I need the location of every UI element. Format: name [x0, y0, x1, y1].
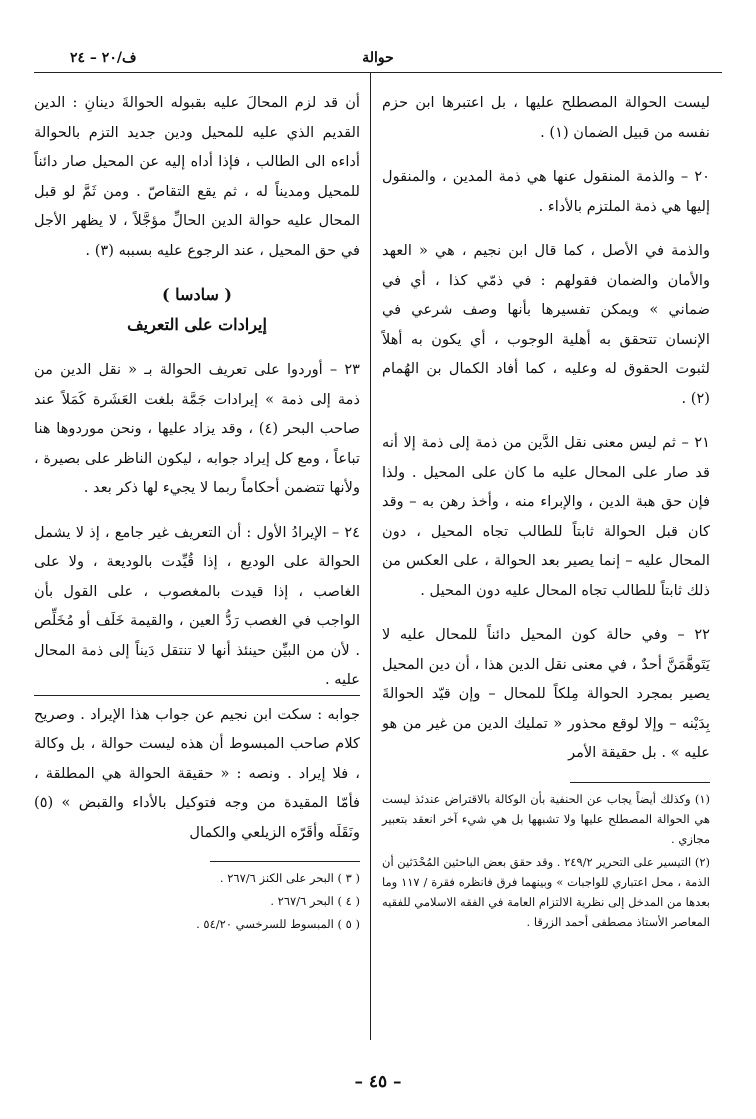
running-title: حوالة	[362, 50, 394, 66]
footnote-separator	[570, 782, 710, 783]
paragraph-22: ٢٢ – وفي حالة كون المحيل دائناً للمحال عليه لا يَتَوهَّمَنَّ أحدٌ ، في معنى نقل الدين هذا ، أن دين المحيل يصير بمجرد الحوالة مِلكاً للمحال – وإن قيّد الحوالةَ بِدَيْنه – وإلا لوقع محذور « تمليك الدين من غير من هو عليه » . بل حقيقة الأمر	[382, 626, 710, 761]
answer-paragraph: جوابه : سكت ابن نجيم عن جواب هذا الإيراد . وصريح كلام صاحب المبسوط أن هذه ليست حوالة ، بل وكالة ، فلا إيراد . ونصه : « حقيقة الحوالة هي المطلقة ، فأمّا المقيدة من وجه فتوكيل بالأداء والقبض » (٥) ونَقَلَه وأقَرّه الزيلعي والكمال	[34, 695, 360, 848]
paragraph-21: ٢١ – ثم ليس معنى نقل الدَّين من ذمة إلى ذمة إلا أنه قد صار على المحال عليه ما كان على المحيل . ولذا فإن حق هبة الدين ، والإبراء منه ، وأخذ رهن به – وقد كان قبل الحوالة ثابتاً للطالب تجاه المحيل ، دون المحال عليه – إنما يصير بعد الحوالة ، على العكس من ذلك ثابتاً للطالب تجاه المحال عليه دون المحيل .	[382, 434, 710, 599]
left-column	[34, 88, 360, 937]
section-heading-number: ( سادسا )	[162, 285, 232, 304]
footnote-1: (١) وكذلك أيضاً يجاب عن الحنفية بأن الوكالة بالاقتراض عندئذ ليست هي الحوالة المصطلح عليها ولا تشبهها بل هي شيء آخر انعقد بتعبير مجازي .	[382, 791, 710, 846]
section-heading-title: إيرادات على التعريف	[127, 315, 267, 334]
footnotes-right	[382, 789, 710, 932]
page-number: – ٤٥ –	[354, 1072, 402, 1092]
footnote-3: ( ٣ ) البحر على الكنز ٢٦٧/٦ .	[219, 871, 360, 885]
paragraph: ليست الحوالة المصطلح عليها ، بل اعتبرها ابن حزم نفسه من قبيل الضمان (١) .	[382, 94, 710, 141]
paragraph: أن قد لزم المحالَ عليه بقبوله الحوالةَ دينانِ : الدين القديم الذي عليه للمحيل ودين جديد التزم بالحوالة أداءه الى الطالب ، فإذا أداه إليه عن المحيل صار دائناً للمحيل ومديناً له ، ثم يقع التقاصّ . ومن ثَمَّ لو قبل المحال عليه حوالة الدين الحالِّ مؤجَّلاً ، لا يظهر الأجل في حق المحيل ، عند الرجوع عليه بسببه (٣) .	[34, 94, 360, 259]
footnote-separator	[210, 861, 360, 862]
page-header	[34, 48, 722, 73]
section-reference: ف/٢٠ – ٢٤	[70, 50, 137, 66]
footnote-5: ( ٥ ) المبسوط للسرخسي ٥٤/٢٠ .	[196, 917, 360, 931]
paragraph-20: ٢٠ – والذمة المنقول عنها هي ذمة المدين ، والمنقول إليها هي ذمة الملتزم بالأداء .	[382, 168, 710, 215]
footnote-2: (٢) التيسير على التحرير ٢٤٩/٢ . وقد حقق بعض الباحثين المُحْدَثين أن الذمة ، محل اعتباري للواجبات » وبينهما فرق فانظره فقرة / ١١٧ وما بعدها من المدخل إلى نظرية الالتزام العامة في الفقه الاسلامي للفقيه المعاصر الأستاذ مصطفى أحمد الزرقا .	[382, 854, 711, 929]
paragraph: والذمة في الأصل ، كما قال ابن نجيم ، هي « العهد والأمان والضمان فقولهم : في ذمّي كذا ، أي في ضماني » ويمكن تفسيرها بأنها وصف شرعي في الإنسان تتحقق به أهلية الوجوب ، أي يكون به أهلاً لثبوت الحقوق له وعليه ، كما أفاد الكمال بن الهُمام (٢) .	[382, 242, 710, 407]
footnotes-left	[34, 868, 360, 934]
column-divider	[370, 72, 371, 1040]
paragraph-23: ٢٣ – أوردوا على تعريف الحوالة بـ « نقل الدين من ذمة إلى ذمة » إيرادات جَمَّة بلغت العَشَرة كَمَلاً عند صاحب البحر (٤) ، وقد يزاد عليها ، ونحن موردوها هنا تباعاً ، ومع كل إيراد جوابه ، ليكون الناظر على بصيرة ، ولأنها تتضمن أحكاماً ربما لا يجيء لها ذكر بعد .	[34, 361, 360, 496]
footnote-4: ( ٤ ) البحر ٢٦٧/٦ .	[270, 894, 360, 908]
right-column	[382, 88, 710, 935]
paragraph-24: ٢٤ – الإيرادُ الأول : أن التعريف غير جامع ، إذ لا يشمل الحوالة على الوديع ، إذا قُيِّدت بالوديعة ، ولا على الغاصب ، إذا قيدت بالمغصوب ، على القول بأن الواجب في الغصب رَدُّ العين ، والقيمة خَلَف أو مُخَلِّص . لأن من البيِّن حينئذ أنها لا تنتقل دَيناً إلى ذمة المحال عليه .	[34, 523, 360, 688]
